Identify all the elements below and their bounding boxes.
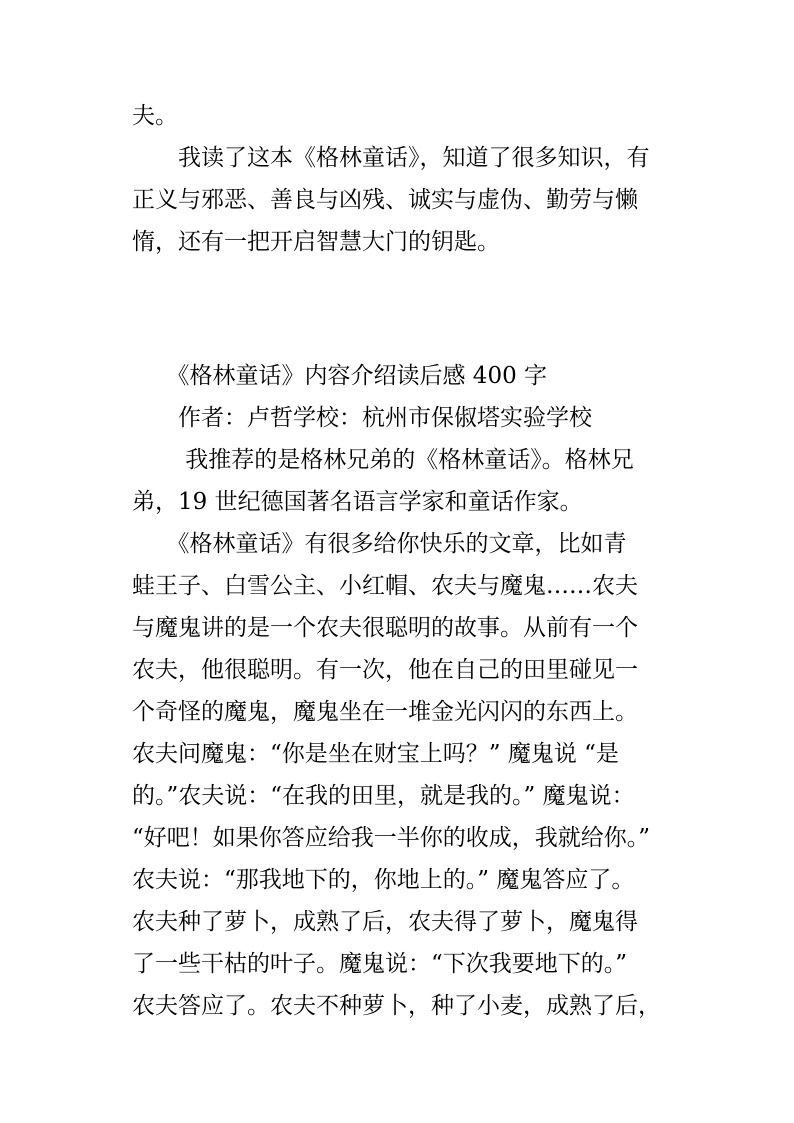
text-line: 惰，还有一把开启智慧大门的钥匙。 [132,229,500,255]
text-line: 蛙王子、白雪公主、小红帽、农夫与魔鬼……农夫 [132,573,638,599]
article-title: 《格林童话》内容介绍读后感 400 字 [132,363,548,389]
text-line: 了一些干枯的叶子。魔鬼说：“下次我要地下的。” [132,951,628,977]
author-line: 作者：卢哲学校：杭州市保俶塔实验学校 [132,405,592,431]
text-line: 夫。 [132,103,178,129]
text-line: 《格林童话》有很多给你快乐的文章，比如青 [132,531,627,557]
text-line: 我读了这本《格林童话》，知道了很多知识，有 [132,145,650,171]
text-line: 正义与邪恶、善良与凶残、诚实与虚伪、勤劳与懒 [132,187,638,213]
text-line: 与魔鬼讲的是一个农夫很聪明的故事。从前有一个 [132,615,638,641]
text-line: 农夫说：“那我地下的，你地上的。” 魔鬼答应了。 [132,867,635,893]
text-line: 农夫答应了。农夫不种萝卜，种了小麦，成熟了后， [132,993,661,1019]
text-line: 我推荐的是格林兄弟的《格林童话》。格林兄 [132,447,634,473]
text-line: “好吧！如果你答应给我一半你的收成，我就给你。” [132,825,651,851]
text-line: 农夫种了萝卜，成熟了后，农夫得了萝卜，魔鬼得 [132,909,638,935]
text-line: 农夫问魔鬼：“你是坐在财宝上吗？” 魔鬼说 “是 [132,741,619,767]
text-line: 弟，19 世纪德国著名语言学家和童话作家。 [132,489,583,515]
text-line: 农夫，他很聪明。有一次，他在自己的田里碰见一 [132,657,638,683]
text-line: 个奇怪的魔鬼，魔鬼坐在一堆金光闪闪的东西上。 [132,699,638,725]
text-line: 的。”农夫说：“在我的田里，就是我的。” 魔鬼说： [132,783,635,809]
